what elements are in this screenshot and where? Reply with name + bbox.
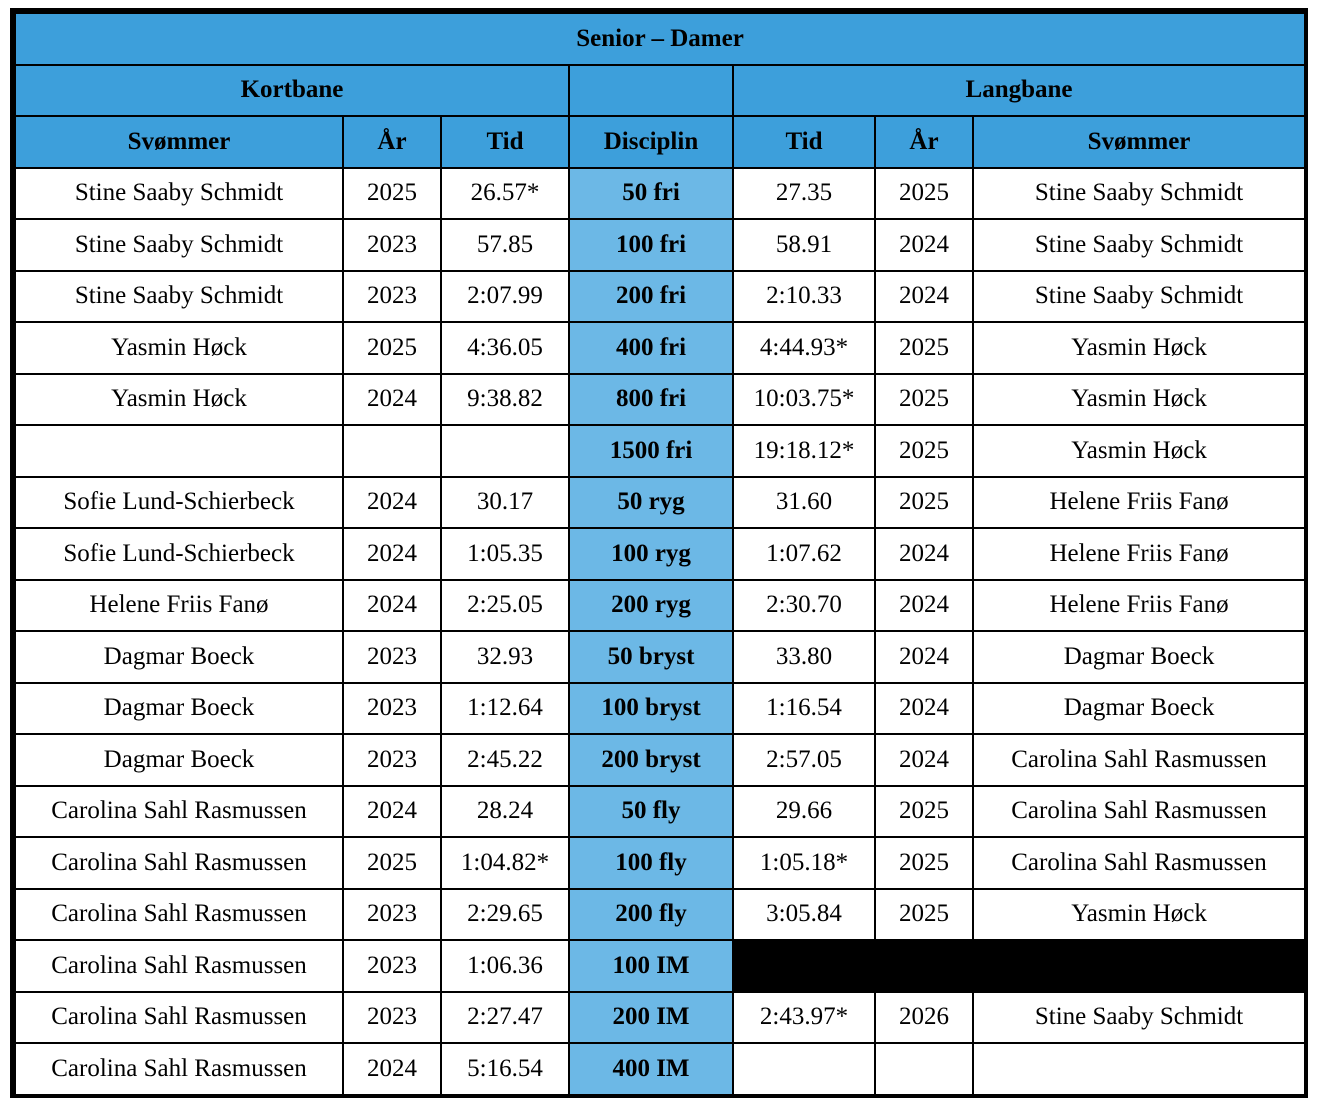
discipline: 50 fly [569, 786, 733, 838]
kortbane-time: 1:06.36 [441, 940, 569, 992]
langbane-year: 2025 [875, 889, 973, 941]
discipline: 1500 fri [569, 425, 733, 477]
kortbane-swimmer: Dagmar Boeck [15, 734, 343, 786]
langbane-swimmer: Dagmar Boeck [973, 683, 1305, 735]
kortbane-time: 1:05.35 [441, 528, 569, 580]
langbane-swimmer: Yasmin Høck [973, 322, 1305, 374]
langbane-time [733, 1043, 875, 1095]
kortbane-year: 2024 [343, 374, 441, 426]
kortbane-time [441, 425, 569, 477]
langbane-swimmer: Yasmin Høck [973, 374, 1305, 426]
langbane-year: 2025 [875, 374, 973, 426]
kortbane-year: 2023 [343, 271, 441, 323]
kortbane-time: 1:04.82* [441, 837, 569, 889]
kortbane-time: 2:45.22 [441, 734, 569, 786]
langbane-year: 2024 [875, 631, 973, 683]
langbane-year: 2024 [875, 580, 973, 632]
langbane-time: 10:03.75* [733, 374, 875, 426]
kortbane-year: 2025 [343, 322, 441, 374]
kortbane-year [343, 425, 441, 477]
table-row [15, 734, 1305, 786]
header-left-time: Tid [441, 116, 569, 168]
kortbane-swimmer: Sofie Lund-Schierbeck [15, 528, 343, 580]
langbane-year: 2025 [875, 477, 973, 529]
langbane-time: 1:16.54 [733, 683, 875, 735]
kortbane-swimmer: Dagmar Boeck [15, 631, 343, 683]
table-row [15, 219, 1305, 271]
langbane-time: 19:18.12* [733, 425, 875, 477]
langbane-year: 2025 [875, 786, 973, 838]
kortbane-time: 26.57* [441, 168, 569, 220]
discipline: 100 fri [569, 219, 733, 271]
kortbane-year: 2023 [343, 992, 441, 1044]
kortbane-year: 2023 [343, 683, 441, 735]
kortbane-time: 2:07.99 [441, 271, 569, 323]
langbane-year: 2024 [875, 683, 973, 735]
langbane-blackout [733, 940, 1305, 992]
kortbane-time: 9:38.82 [441, 374, 569, 426]
langbane-time: 2:30.70 [733, 580, 875, 632]
langbane-year: 2024 [875, 219, 973, 271]
kortbane-time: 4:36.05 [441, 322, 569, 374]
table-row [15, 683, 1305, 735]
discipline: 800 fri [569, 374, 733, 426]
kortbane-swimmer: Stine Saaby Schmidt [15, 271, 343, 323]
langbane-swimmer: Stine Saaby Schmidt [973, 992, 1305, 1044]
table-row [15, 631, 1305, 683]
kortbane-year: 2024 [343, 477, 441, 529]
langbane-year: 2025 [875, 425, 973, 477]
kortbane-year: 2025 [343, 168, 441, 220]
kortbane-time: 2:29.65 [441, 889, 569, 941]
kortbane-swimmer: Stine Saaby Schmidt [15, 219, 343, 271]
kortbane-year: 2023 [343, 734, 441, 786]
table-row [15, 837, 1305, 889]
discipline: 200 ryg [569, 580, 733, 632]
section-langbane: Langbane [733, 65, 1305, 117]
langbane-time: 2:57.05 [733, 734, 875, 786]
langbane-time: 1:07.62 [733, 528, 875, 580]
langbane-time: 29.66 [733, 786, 875, 838]
kortbane-swimmer: Sofie Lund-Schierbeck [15, 477, 343, 529]
kortbane-year: 2024 [343, 528, 441, 580]
langbane-year: 2025 [875, 837, 973, 889]
section-kortbane: Kortbane [15, 65, 569, 117]
langbane-swimmer: Helene Friis Fanø [973, 580, 1305, 632]
langbane-swimmer: Yasmin Høck [973, 425, 1305, 477]
langbane-swimmer: Helene Friis Fanø [973, 477, 1305, 529]
kortbane-time: 2:27.47 [441, 992, 569, 1044]
table-row [15, 580, 1305, 632]
kortbane-year: 2024 [343, 1043, 441, 1095]
langbane-time: 4:44.93* [733, 322, 875, 374]
langbane-year [875, 1043, 973, 1095]
kortbane-year: 2023 [343, 219, 441, 271]
discipline: 200 bryst [569, 734, 733, 786]
kortbane-year: 2024 [343, 786, 441, 838]
header-left-swimmer: Svømmer [15, 116, 343, 168]
discipline: 100 ryg [569, 528, 733, 580]
kortbane-swimmer: Carolina Sahl Rasmussen [15, 992, 343, 1044]
table-row [15, 322, 1305, 374]
table-row [15, 786, 1305, 838]
langbane-year: 2024 [875, 528, 973, 580]
kortbane-year: 2023 [343, 889, 441, 941]
langbane-year: 2026 [875, 992, 973, 1044]
kortbane-swimmer: Yasmin Høck [15, 374, 343, 426]
kortbane-year: 2023 [343, 631, 441, 683]
langbane-swimmer: Carolina Sahl Rasmussen [973, 786, 1305, 838]
discipline: 100 fly [569, 837, 733, 889]
langbane-swimmer [973, 1043, 1305, 1095]
table-row [15, 477, 1305, 529]
kortbane-time: 32.93 [441, 631, 569, 683]
header-left-year: År [343, 116, 441, 168]
table-row [15, 374, 1305, 426]
langbane-time: 2:43.97* [733, 992, 875, 1044]
kortbane-swimmer: Carolina Sahl Rasmussen [15, 940, 343, 992]
kortbane-year: 2024 [343, 580, 441, 632]
discipline: 50 bryst [569, 631, 733, 683]
langbane-swimmer: Helene Friis Fanø [973, 528, 1305, 580]
kortbane-time: 28.24 [441, 786, 569, 838]
records-table [14, 12, 1306, 1096]
kortbane-swimmer: Stine Saaby Schmidt [15, 168, 343, 220]
table-row [15, 889, 1305, 941]
langbane-time: 2:10.33 [733, 271, 875, 323]
kortbane-time: 57.85 [441, 219, 569, 271]
header-discipline: Disciplin [569, 116, 733, 168]
records-table-frame [10, 8, 1308, 1098]
header-right-time: Tid [733, 116, 875, 168]
langbane-year: 2025 [875, 168, 973, 220]
discipline: 100 IM [569, 940, 733, 992]
langbane-swimmer: Stine Saaby Schmidt [973, 271, 1305, 323]
kortbane-time: 2:25.05 [441, 580, 569, 632]
kortbane-time: 30.17 [441, 477, 569, 529]
langbane-swimmer: Carolina Sahl Rasmussen [973, 734, 1305, 786]
kortbane-swimmer: Yasmin Høck [15, 322, 343, 374]
table-title: Senior – Damer [15, 13, 1305, 65]
discipline: 200 fri [569, 271, 733, 323]
langbane-time: 58.91 [733, 219, 875, 271]
langbane-swimmer: Stine Saaby Schmidt [973, 168, 1305, 220]
discipline: 50 fri [569, 168, 733, 220]
discipline: 200 fly [569, 889, 733, 941]
section-blank [569, 65, 733, 117]
records-body [15, 168, 1305, 1095]
kortbane-time: 1:12.64 [441, 683, 569, 735]
discipline: 200 IM [569, 992, 733, 1044]
langbane-time: 33.80 [733, 631, 875, 683]
discipline: 400 IM [569, 1043, 733, 1095]
kortbane-swimmer: Carolina Sahl Rasmussen [15, 889, 343, 941]
kortbane-time: 5:16.54 [441, 1043, 569, 1095]
langbane-swimmer: Dagmar Boeck [973, 631, 1305, 683]
langbane-time: 31.60 [733, 477, 875, 529]
langbane-time: 27.35 [733, 168, 875, 220]
table-row [15, 271, 1305, 323]
kortbane-year: 2025 [343, 837, 441, 889]
langbane-year: 2025 [875, 322, 973, 374]
langbane-swimmer: Carolina Sahl Rasmussen [973, 837, 1305, 889]
discipline: 100 bryst [569, 683, 733, 735]
header-right-swimmer: Svømmer [973, 116, 1305, 168]
table-row [15, 425, 1305, 477]
kortbane-swimmer: Helene Friis Fanø [15, 580, 343, 632]
table-row [15, 992, 1305, 1044]
header-right-year: År [875, 116, 973, 168]
kortbane-swimmer: Carolina Sahl Rasmussen [15, 786, 343, 838]
table-row [15, 168, 1305, 220]
langbane-year: 2024 [875, 734, 973, 786]
langbane-year: 2024 [875, 271, 973, 323]
discipline: 50 ryg [569, 477, 733, 529]
kortbane-swimmer: Carolina Sahl Rasmussen [15, 1043, 343, 1095]
table-row [15, 528, 1305, 580]
langbane-time: 1:05.18* [733, 837, 875, 889]
kortbane-swimmer: Dagmar Boeck [15, 683, 343, 735]
langbane-time: 3:05.84 [733, 889, 875, 941]
kortbane-swimmer: Carolina Sahl Rasmussen [15, 837, 343, 889]
kortbane-year: 2023 [343, 940, 441, 992]
langbane-swimmer: Stine Saaby Schmidt [973, 219, 1305, 271]
langbane-swimmer: Yasmin Høck [973, 889, 1305, 941]
discipline: 400 fri [569, 322, 733, 374]
table-row [15, 940, 1305, 992]
kortbane-swimmer [15, 425, 343, 477]
table-row [15, 1043, 1305, 1095]
